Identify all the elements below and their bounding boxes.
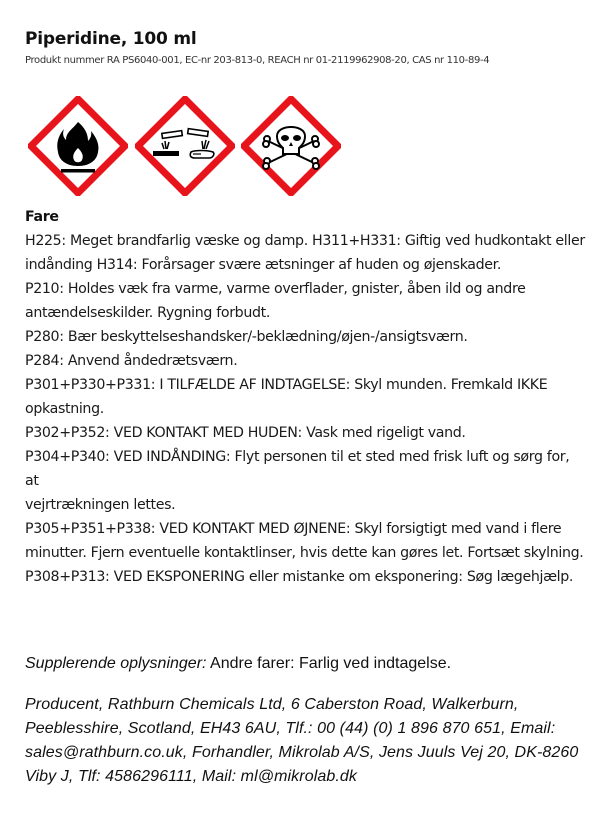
precaution-statement-continued: vejrtrækningen lettes. <box>25 497 176 513</box>
hazard-statements <box>25 205 585 589</box>
ghs-pictograms <box>28 96 348 196</box>
product-identifiers: Produkt nummer RA PS6040-001, EC-nr 203-813-0, REACH nr 01-2119962908-20, CAS nr 110-89-4 <box>25 55 490 66</box>
product-header <box>25 27 580 69</box>
supplementary-label: Supplerende oplysninger: <box>25 655 207 672</box>
precaution-statement: P284: Anvend åndedrætsværn. <box>25 353 238 369</box>
signal-word: Fare <box>25 209 59 225</box>
precaution-statement: P308+P313: VED EKSPONERING eller mistanke om eksponering: Søg lægehjælp. <box>25 569 574 585</box>
flame-icon <box>28 96 128 196</box>
hazard-statement: H225: Meget brandfarlig væske og damp. H311+H331: Giftig ved hudkontakt eller indånding H314: Forårsager svære ætsninger af huden og øjenskader. <box>25 233 585 273</box>
skull-crossbones-icon <box>241 96 341 196</box>
product-title: Piperidine, 100 ml <box>25 29 197 49</box>
precaution-statement: P280: Bær beskyttelseshandsker/-beklædning/øjen-/ansigtsværn. <box>25 329 468 345</box>
corrosion-icon <box>135 96 235 196</box>
supplementary-info <box>25 652 585 676</box>
supplementary-text: Andre farer: Farlig ved indtagelse. <box>206 655 452 672</box>
precaution-statement: P305+P351+P338: VED KONTAKT MED ØJNENE: Skyl forsigtigt med vand i flere minutter. Fjern eventuelle kontaktlinser, hvis dette kan gøres let. Fortsæt skylning. <box>25 521 584 561</box>
precaution-statement: P301+P330+P331: I TILFÆLDE AF INDTAGELSE: Skyl munden. Fremkald IKKE opkastning. <box>25 377 548 417</box>
producer-info: Producent, Rathburn Chemicals Ltd, 6 Caberston Road, Walkerburn, Peeblesshire, Scotland, EH43 6AU, Tlf.: 00 (44) (0) 1 896 870 651, Email: sales@rathburn.co.uk, Forhandler, Mikrolab A/S, Jens Juuls Vej 20, DK-8260 Viby J, Tlf: 4586296111, Mail: ml@mikrolab.dk <box>25 696 579 785</box>
precaution-statement: P302+P352: VED KONTAKT MED HUDEN: Vask med rigeligt vand. <box>25 425 466 441</box>
precaution-statement: P210: Holdes væk fra varme, varme overflader, gnister, åben ild og andre antændelseskilder. Rygning forbudt. <box>25 281 526 321</box>
precaution-statement: P304+P340: VED INDÅNDING: Flyt personen til et sted med frisk luft og sørg for, at <box>25 449 570 489</box>
